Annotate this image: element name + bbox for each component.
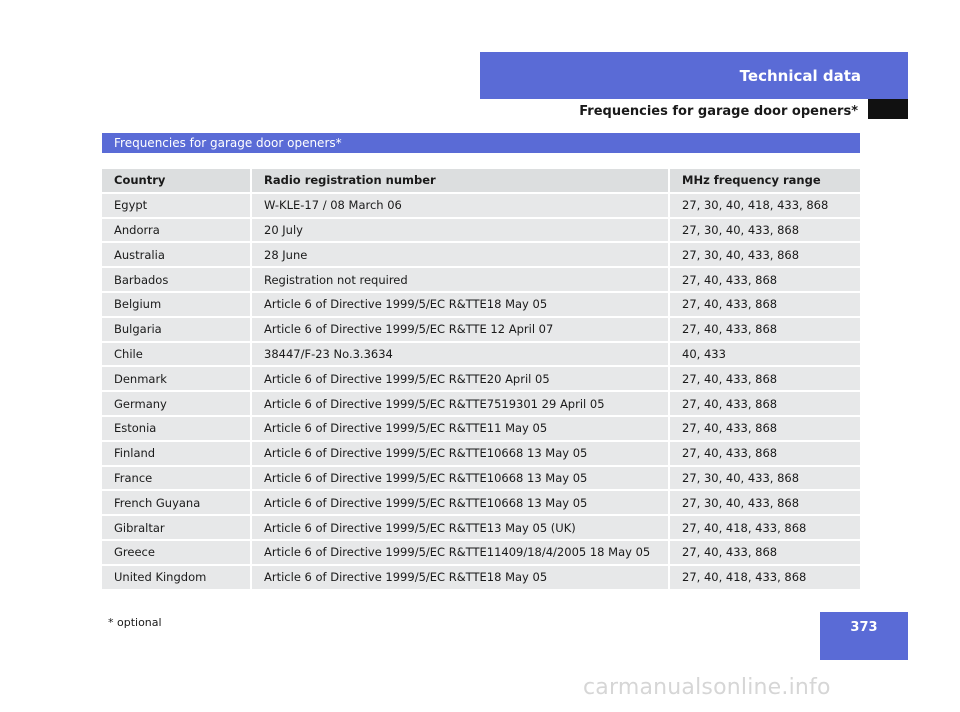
cell-frequency: 27, 40, 433, 868 xyxy=(668,293,860,316)
table-row xyxy=(102,392,860,415)
table-row xyxy=(102,293,860,316)
cell-registration: Article 6 of Directive 1999/5/EC R&TTE13 May 05 (UK) xyxy=(250,516,668,539)
cell-country: Andorra xyxy=(102,219,250,242)
cell-frequency: 40, 433 xyxy=(668,343,860,366)
table-row xyxy=(102,491,860,514)
cell-frequency: 27, 40, 433, 868 xyxy=(668,392,860,415)
cell-registration: Article 6 of Directive 1999/5/EC R&TTE 12 April 07 xyxy=(250,318,668,341)
cell-registration: Registration not required xyxy=(250,268,668,291)
cell-country: Estonia xyxy=(102,417,250,440)
cell-frequency: 27, 30, 40, 433, 868 xyxy=(668,467,860,490)
cell-country: France xyxy=(102,467,250,490)
cell-registration: Article 6 of Directive 1999/5/EC R&TTE11 May 05 xyxy=(250,417,668,440)
cell-registration: 38447/F-23 No.3.3634 xyxy=(250,343,668,366)
table-row xyxy=(102,467,860,490)
cell-frequency: 27, 40, 433, 868 xyxy=(668,541,860,564)
section-title: Technical data xyxy=(739,66,861,85)
table-row xyxy=(102,343,860,366)
table-row xyxy=(102,243,860,266)
table-row xyxy=(102,219,860,242)
cell-frequency: 27, 30, 40, 433, 868 xyxy=(668,219,860,242)
cell-frequency: 27, 40, 418, 433, 868 xyxy=(668,566,860,589)
cell-country: Barbados xyxy=(102,268,250,291)
table-banner-title: Frequencies for garage door openers* xyxy=(114,136,342,150)
section-tab xyxy=(480,52,908,99)
table-banner xyxy=(102,133,860,153)
cell-frequency: 27, 40, 433, 868 xyxy=(668,268,860,291)
cell-frequency: 27, 30, 40, 418, 433, 868 xyxy=(668,194,860,217)
page-number-box xyxy=(820,612,908,660)
cell-country: Germany xyxy=(102,392,250,415)
column-header-registration: Radio registration number xyxy=(250,169,668,192)
table-row xyxy=(102,566,860,589)
table-row xyxy=(102,516,860,539)
cell-country: Denmark xyxy=(102,367,250,390)
cell-registration: Article 6 of Directive 1999/5/EC R&TTE10668 13 May 05 xyxy=(250,491,668,514)
cell-country: Egypt xyxy=(102,194,250,217)
column-header-country: Country xyxy=(102,169,250,192)
cell-registration: 20 July xyxy=(250,219,668,242)
cell-registration: Article 6 of Directive 1999/5/EC R&TTE18 May 05 xyxy=(250,293,668,316)
cell-frequency: 27, 40, 418, 433, 868 xyxy=(668,516,860,539)
table-row xyxy=(102,318,860,341)
cell-frequency: 27, 40, 433, 868 xyxy=(668,318,860,341)
cell-registration: Article 6 of Directive 1999/5/EC R&TTE10668 13 May 05 xyxy=(250,467,668,490)
table-header-row xyxy=(102,169,860,192)
table-row xyxy=(102,194,860,217)
cell-registration: W-KLE-17 / 08 March 06 xyxy=(250,194,668,217)
watermark: carmanualsonline.info xyxy=(583,675,831,700)
cell-frequency: 27, 30, 40, 433, 868 xyxy=(668,243,860,266)
cell-registration: Article 6 of Directive 1999/5/EC R&TTE20 April 05 xyxy=(250,367,668,390)
cell-country: Chile xyxy=(102,343,250,366)
cell-country: Belgium xyxy=(102,293,250,316)
cell-registration: Article 6 of Directive 1999/5/EC R&TTE10668 13 May 05 xyxy=(250,442,668,465)
corner-marker xyxy=(868,99,908,119)
cell-country: Australia xyxy=(102,243,250,266)
cell-country: Greece xyxy=(102,541,250,564)
cell-registration: Article 6 of Directive 1999/5/EC R&TTE11409/18/4/2005 18 May 05 xyxy=(250,541,668,564)
table-row xyxy=(102,442,860,465)
table-body xyxy=(102,194,860,589)
page-subtitle: Frequencies for garage door openers* xyxy=(579,104,858,119)
cell-country: French Guyana xyxy=(102,491,250,514)
cell-frequency: 27, 40, 433, 868 xyxy=(668,367,860,390)
table-row xyxy=(102,417,860,440)
cell-registration: 28 June xyxy=(250,243,668,266)
frequency-table xyxy=(102,167,860,591)
page-number: 373 xyxy=(850,620,878,635)
table-row xyxy=(102,541,860,564)
table-row xyxy=(102,367,860,390)
cell-country: Gibraltar xyxy=(102,516,250,539)
cell-registration: Article 6 of Directive 1999/5/EC R&TTE18 May 05 xyxy=(250,566,668,589)
cell-frequency: 27, 40, 433, 868 xyxy=(668,442,860,465)
cell-country: Finland xyxy=(102,442,250,465)
table-row xyxy=(102,268,860,291)
cell-country: Bulgaria xyxy=(102,318,250,341)
footnote: * optional xyxy=(108,616,162,629)
cell-frequency: 27, 30, 40, 433, 868 xyxy=(668,491,860,514)
column-header-frequency: MHz frequency range xyxy=(668,169,860,192)
cell-country: United Kingdom xyxy=(102,566,250,589)
cell-registration: Article 6 of Directive 1999/5/EC R&TTE7519301 29 April 05 xyxy=(250,392,668,415)
cell-frequency: 27, 40, 433, 868 xyxy=(668,417,860,440)
